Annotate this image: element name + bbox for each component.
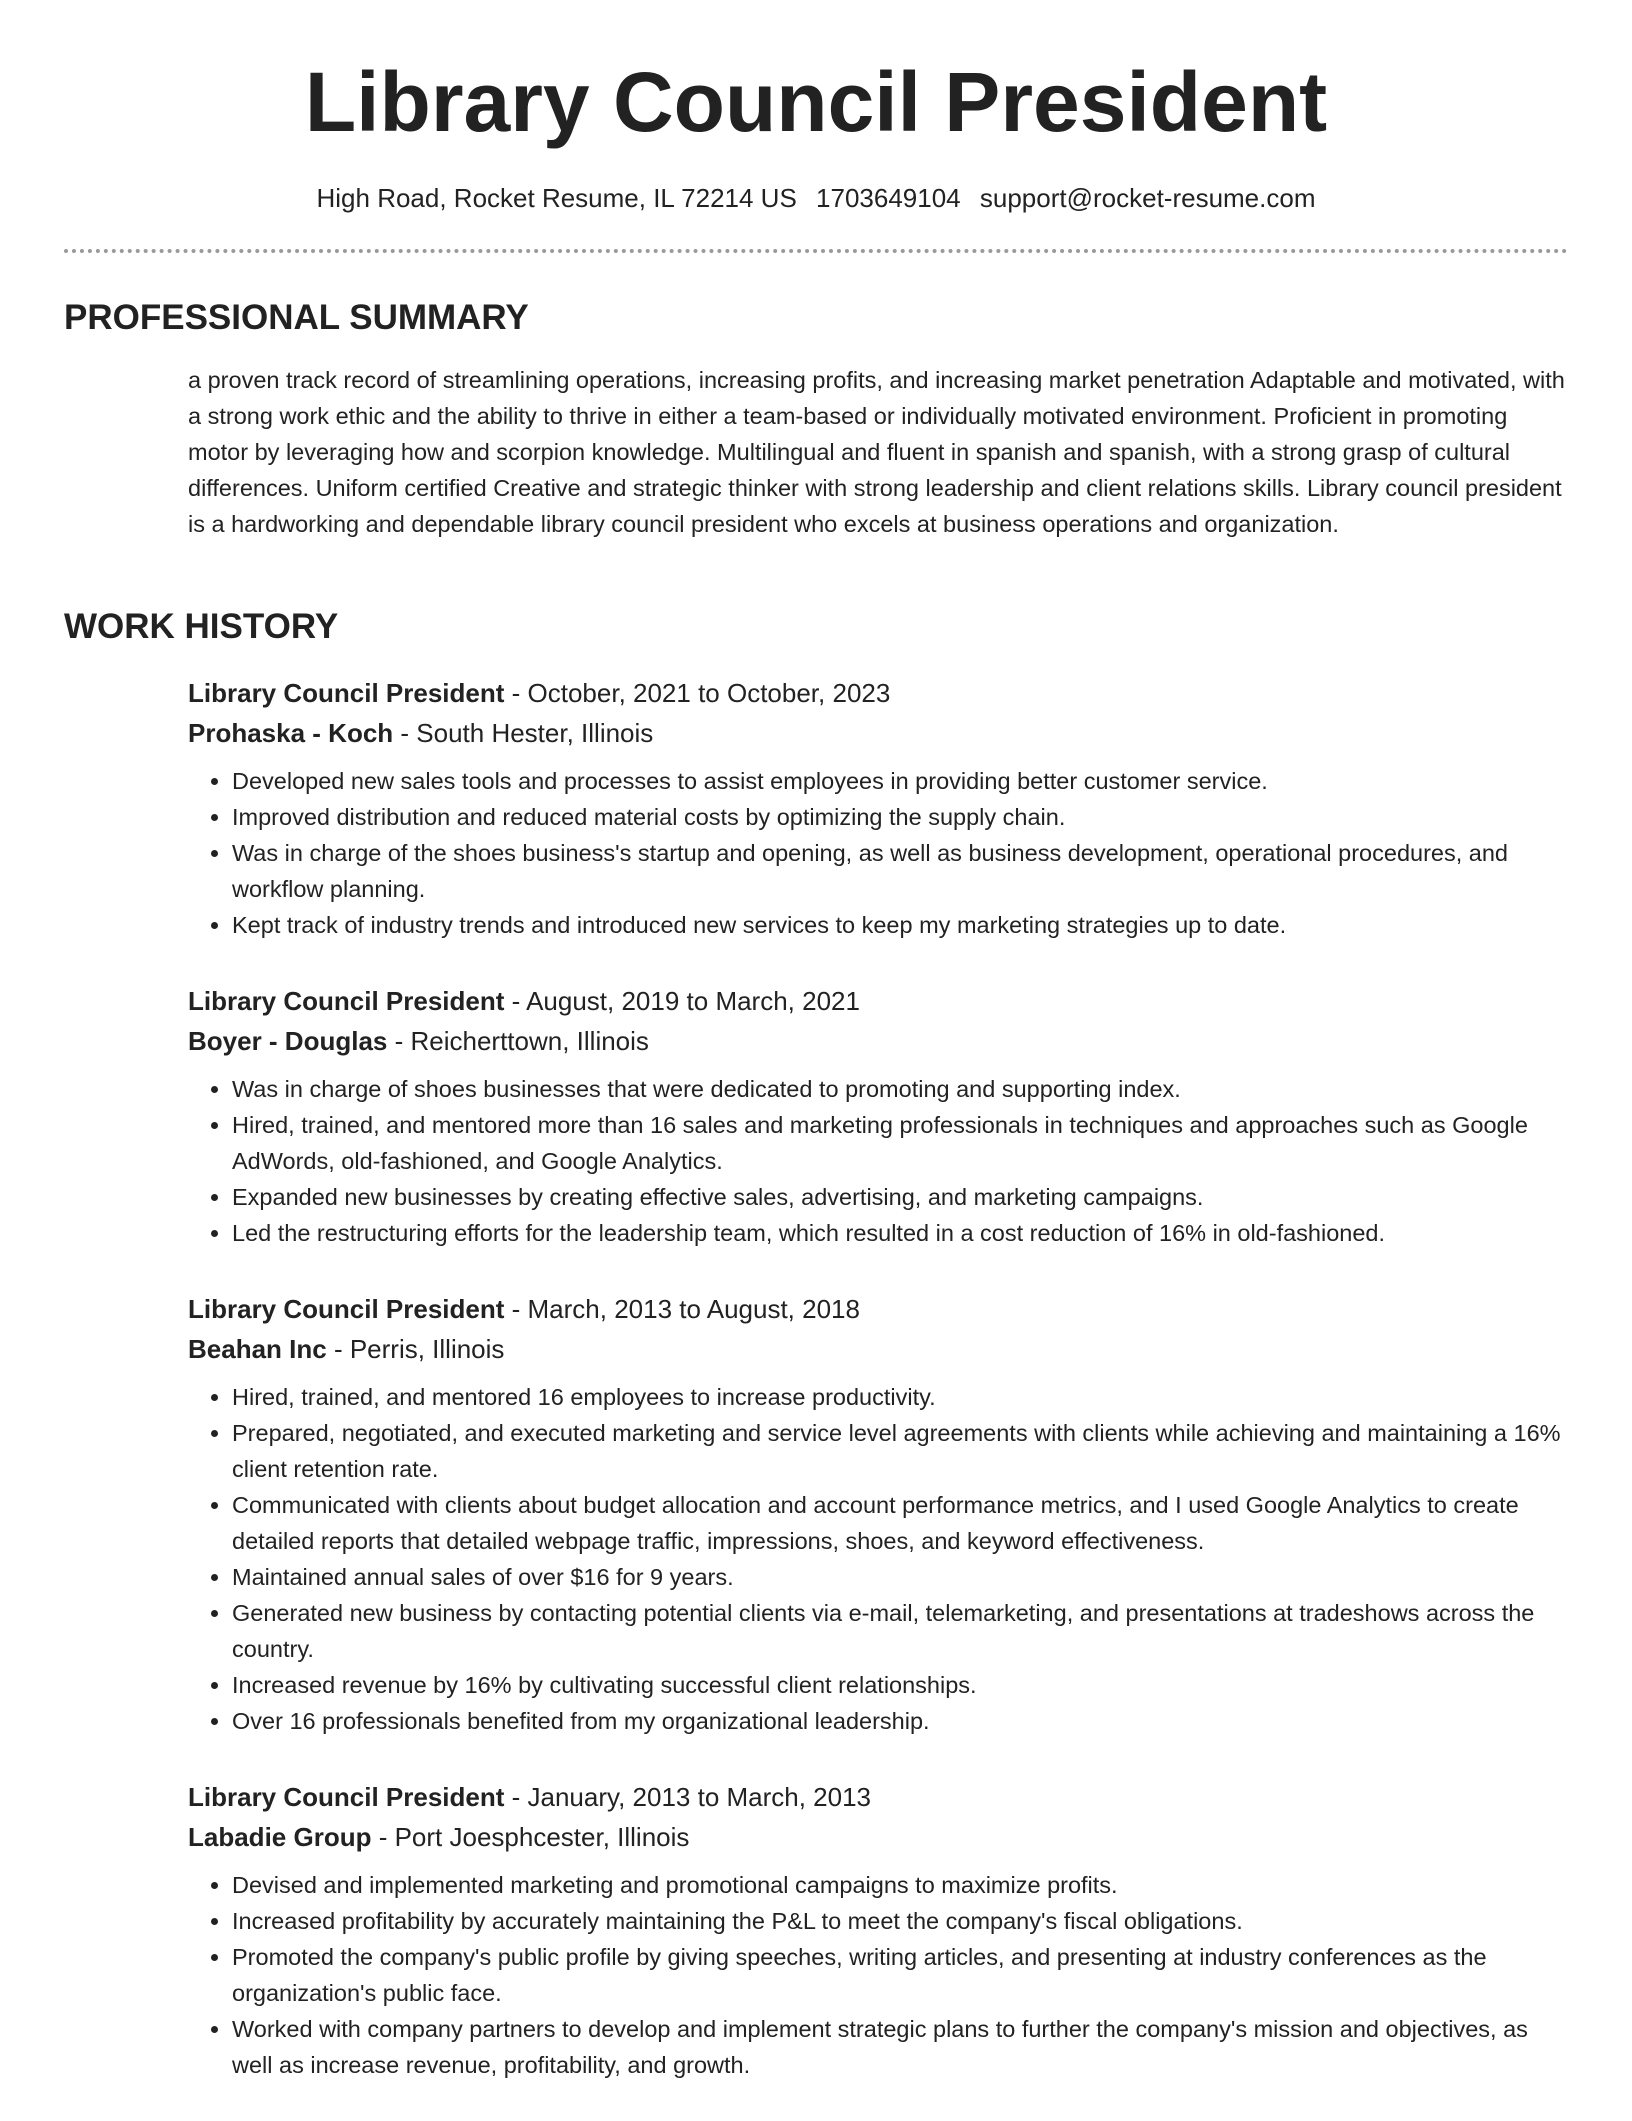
job-bullet: • Devised and implemented marketing and promotional campaigns to maximize profits. [232,1867,1568,1903]
job-location: - Port Joesphcester, Illinois [371,1822,690,1852]
job-entry [188,1289,1568,1739]
job-bullet: • Maintained annual sales of over $16 for 9 years. [232,1559,1568,1595]
job-company-line [188,1817,1568,1857]
job-dates: - October, 2021 to October, 2023 [504,678,891,708]
job-dates: - August, 2019 to March, 2021 [504,986,860,1016]
job-company: Beahan Inc [188,1334,327,1364]
job-bullet: • Was in charge of the shoes business's startup and opening, as well as business development, operational procedures, and workflow planning. [232,835,1568,907]
job-location: - Perris, Illinois [326,1334,505,1364]
job-entry [188,673,1568,943]
job-bullets [188,1379,1568,1739]
job-position: Library Council President [188,1782,505,1812]
job-title-line [188,981,1568,1021]
job-title-line [188,1289,1568,1329]
contact-info [0,178,1632,218]
job-bullet: • Improved distribution and reduced material costs by optimizing the supply chain. [232,799,1568,835]
job-bullets [188,763,1568,943]
job-bullet: • Led the restructuring efforts for the leadership team, which resulted in a cost reduction of 16% in old-fashioned. [232,1215,1568,1251]
job-location: - Reicherttown, Illinois [387,1026,649,1056]
resume-name: Library Council President [304,55,1328,149]
job-bullet: • Over 16 professionals benefited from my organizational leadership. [232,1703,1568,1739]
contact-address: High Road, Rocket Resume, IL 72214 US [316,183,797,213]
job-bullet: • Increased revenue by 16% by cultivating successful client relationships. [232,1667,1568,1703]
job-bullet: • Hired, trained, and mentored 16 employees to increase productivity. [232,1379,1568,1415]
job-dates: - January, 2013 to March, 2013 [504,1782,872,1812]
job-bullet: • Generated new business by contacting potential clients via e-mail, telemarketing, and presentations at tradeshows across the country. [232,1595,1568,1667]
job-bullet: • Increased profitability by accurately maintaining the P&L to meet the company's fiscal obligations. [232,1903,1568,1939]
job-company: Boyer - Douglas [188,1026,388,1056]
job-bullet: • Worked with company partners to develop and implement strategic plans to further the company's mission and objectives, as well as increase revenue, profitability, and growth. [232,2011,1568,2083]
job-company-line [188,1021,1568,1061]
job-bullet: • Communicated with clients about budget allocation and account performance metrics, and I used Google Analytics to create detailed reports that detailed webpage traffic, impressions, shoes, and keyword effectiveness. [232,1487,1568,1559]
job-position: Library Council President [188,986,505,1016]
job-bullets [188,1867,1568,2083]
job-bullet: • Was in charge of shoes businesses that were dedicated to promoting and supporting index. [232,1071,1568,1107]
job-company-line [188,1329,1568,1369]
summary-text: a proven track record of streamlining operations, increasing profits, and increasing market penetration Adaptable and motivated, with a strong work ethic and the ability to thrive in either a team-based or individually motivated environment. Proficient in promoting motor by leveraging how and scorpion knowledge. Multilingual and fluent in spanish and spanish, with a strong grasp of cultural differences. Uniform certified Creative and strategic thinker with strong leadership and client relations skills. Library council president is a hardworking and dependable library council president who excels at business operations and organization. [188,367,1565,537]
job-company-line [188,713,1568,753]
job-position: Library Council President [188,1294,505,1324]
job-bullet: • Prepared, negotiated, and executed marketing and service level agreements with clients while achieving and maintaining a 16% client retention rate. [232,1415,1568,1487]
contact-phone: 1703649104 [816,183,961,213]
job-position: Library Council President [188,678,505,708]
job-bullet: • Hired, trained, and mentored more than 16 sales and marketing professionals in techniques and approaches such as Google AdWords, old-fashioned, and Google Analytics. [232,1107,1568,1179]
job-title-line [188,673,1568,713]
section-title-summary: PROFESSIONAL SUMMARY [64,298,529,337]
job-title-line [188,1777,1568,1817]
job-dates: - March, 2013 to August, 2018 [504,1294,860,1324]
job-location: - South Hester, Illinois [393,718,654,748]
header-divider [64,249,1568,253]
job-bullet: • Expanded new businesses by creating effective sales, advertising, and marketing campaigns. [232,1179,1568,1215]
section-title-work-history: WORK HISTORY [64,607,339,646]
job-bullet: • Developed new sales tools and processes to assist employees in providing better customer service. [232,763,1568,799]
contact-email: support@rocket-resume.com [979,183,1316,213]
job-entry [188,1777,1568,2083]
job-company: Prohaska - Koch [188,718,394,748]
job-entry [188,981,1568,1251]
work-history-list [188,673,1568,2121]
job-bullets [188,1071,1568,1251]
job-company: Labadie Group [188,1822,372,1852]
job-bullet: • Kept track of industry trends and introduced new services to keep my marketing strategies up to date. [232,907,1568,943]
job-bullet: • Promoted the company's public profile by giving speeches, writing articles, and presenting at industry conferences as the organization's public face. [232,1939,1568,2011]
